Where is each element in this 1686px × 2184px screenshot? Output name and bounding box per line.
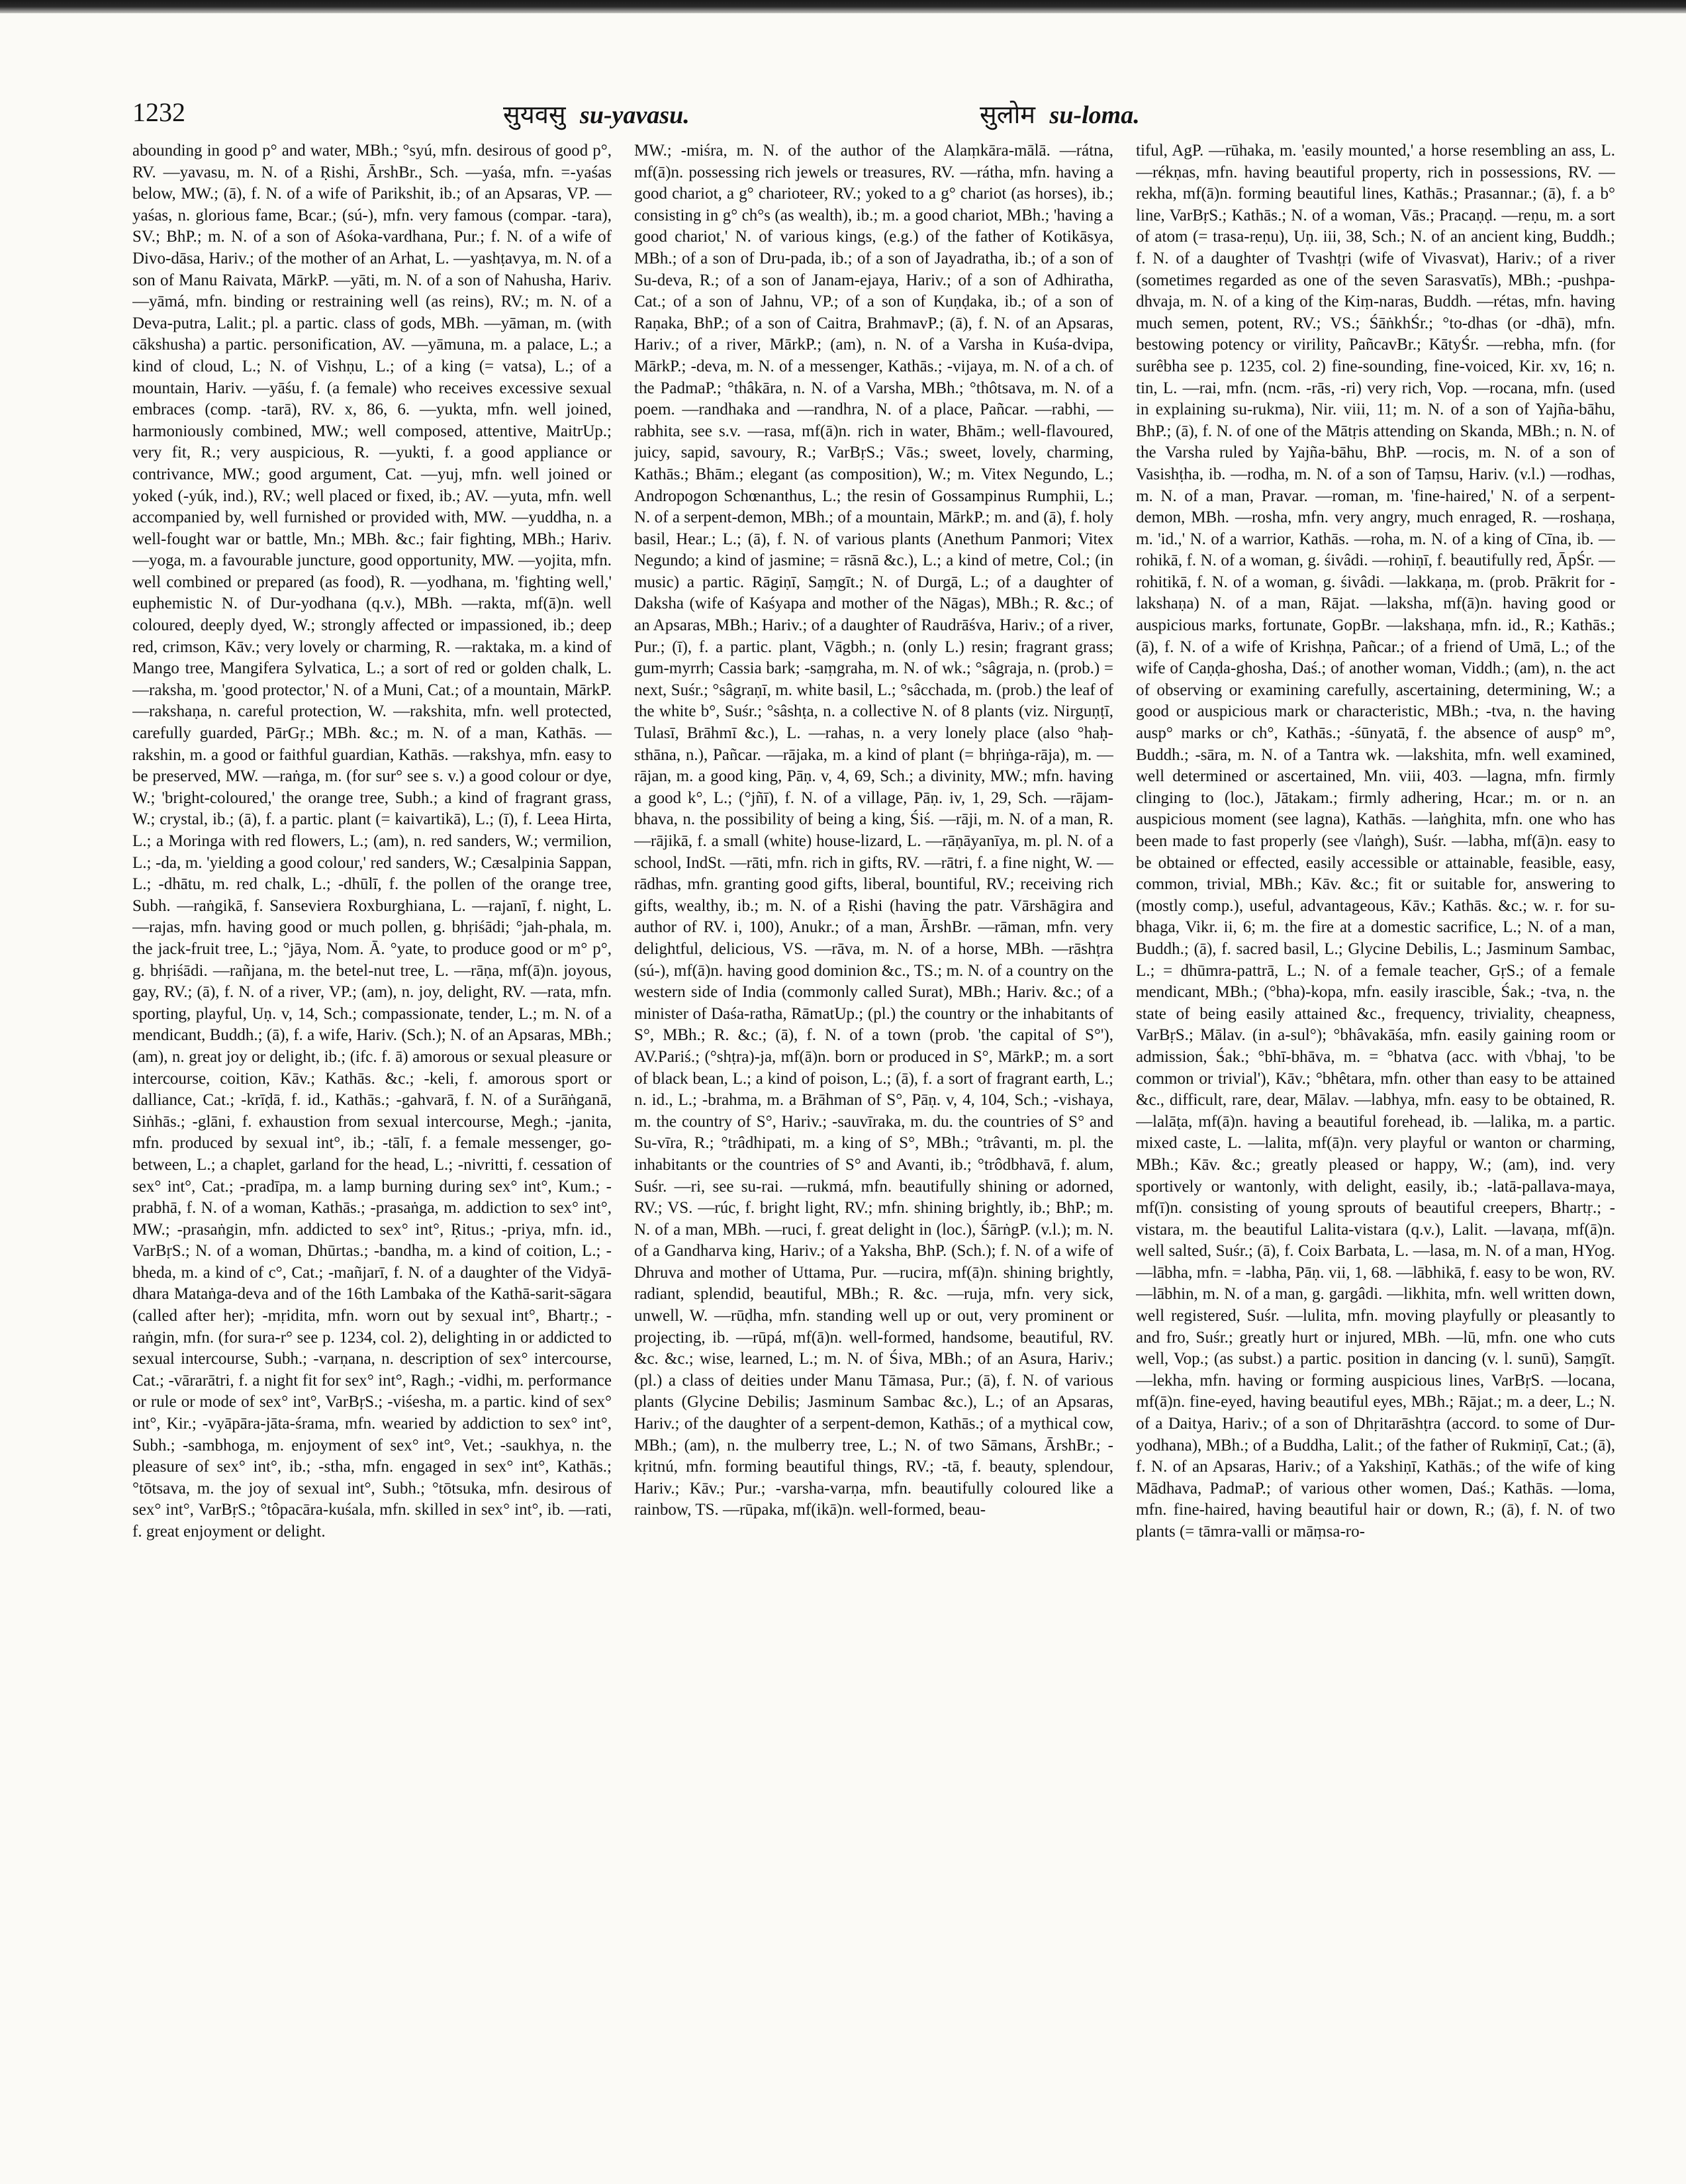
right-headword-devanagari: सुलोम bbox=[980, 101, 1036, 129]
column-1-text: abounding in good p° and water, MBh.; °syú, mfn. desirous of good p°, RV. —yavasu, m. N. of a Ṛishi, ĀrshBr., Sch. —yaśa, mfn. =-yaśas below, MW.; (ā), f. N. of a wife of Parikshit, ib.; of an Apsaras, VP. —yaśas, n. glorious fame, Bcar.; (sú-), mfn. very famous (compar. -tara), SV.; BhP.; m. N. of a son of Aśoka-vardhana, Pur.; f. N. of a wife of Divo-dāsa, Hariv.; of the mother of an Arhat, L. —yashṭavya, m. N. of a son of Manu Raivata, MārkP. —yāti, m. N. of a son of Nahusha, Hariv. —yāmá, mfn. binding or restraining well (as reins), RV.; m. N. of a Deva-putra, Lalit.; pl. a partic. class of gods, MBh. —yāman, m. (with cākshusha) a partic. personification, AV. —yāmuna, m. a palace, L.; a kind of cloud, L.; N. of Vishṇu, L.; of a king (= vatsa), L.; of a mountain, Hariv. —yāśu, f. (a female) who receives excessive sexual embraces (comp. -tarā), RV. x, 86, 6. —yukta, mfn. well joined, harmoniously combined, MW.; well composed, attentive, MaitrUp.; very fit, R.; very auspicious, R. —yukti, f. a good appliance or contrivance, MW.; good argument, Cat. —yuj, mfn. well joined or yoked (-yúk, ind.), RV.; well placed or fixed, ib.; AV. —yuta, mfn. well accompanied by, well furnished or provided with, MW. —yuddha, n. a well-fought war or battle, Mn.; MBh. &c.; fair fighting, MBh.; Hariv. —yoga, m. a favourable juncture, good opportunity, MW. —yojita, mfn. well combined or prepared (as food), R. —yodhana, m. 'fighting well,' euphemistic N. of Dur-yodhana (q.v.), MBh. —rakta, mf(ā)n. well coloured, deeply dyed, W.; strongly affected or impassioned, ib.; deep red, crimson, Kāv.; very lovely or charming, R. —raktaka, m. a kind of Mango tree, Mangifera Sylvatica, L.; a sort of red or golden chalk, L. —raksha, m. 'good protector,' N. of a Muni, Cat.; of a mountain, MārkP. —rakshaṇa, n. careful protection, W. —rakshita, mfn. well protected, carefully guarded, PārGṛ.; MBh. &c.; m. N. of a man, Kathās. —rakshin, m. a good or faithful guardian, Kathās. —rakshya, mfn. easy to be preserved, MW. —raṅga, m. (for sur° see s. v.) a good colour or dye, W.; 'bright-coloured,' the orange tree, Subh.; a kind of fragrant grass, W.; crystal, ib.; (ā), f. a partic. plant (= kaivartikā), L.; (ī), f. Leea Hirta, L.; a Moringa with red flowers, L.; (am), n. red sanders, W.; vermilion, L.; -da, m. 'yielding a good colour,' red sanders, W.; Cæsalpinia Sappan, L.; -dhātu, m. red chalk, L.; -dhūlī, f. the pollen of the orange tree, Subh. —raṅgikā, f. Sanseviera Roxburghiana, L. —rajanī, f. night, L. —rajas, mfn. having good or much pollen, g. bhṛiśādi; °jah-phala, m. the jack-fruit tree, L.; °jāya, Nom. Ā. °yate, to produce good or m° p°, g. bhṛiśādi. —rañjana, m. the betel-nut tree, L. —rāṇa, mf(ā)n. joyous, gay, RV.; (ā), f. N. of a river, VP.; (am), n. joy, delight, RV. —rata, mfn. sporting, playful, Uṇ. v, 14, Sch.; compassionate, tender, L.; m. N. of a mendicant, Buddh.; (ā), f. a wife, Hariv. (Sch.); N. of an Apsaras, MBh.; (am), n. great joy or delight, ib.; (ifc. f. ā) amorous or sexual pleasure or intercourse, coition, Kāv.; Kathās. &c.; -keli, f. amorous sport or dalliance, Cat.; -krīḍā, f. id., Kathās.; -gahvarā, f. N. of a Surāṅganā, Siṅhās.; -glāni, f. exhaustion from sexual intercourse, Megh.; -janita, mfn. produced by sexual int°, ib.; -tālī, f. a female messenger, go-between, L.; a chaplet, garland for the head, L.; -nivritti, f. cessation of sex° int°, Cat.; -pradīpa, m. a lamp burning during sex° int°, Kum.; -prabhā, f. N. of a woman, Kathās.; -prasaṅga, m. addiction to sex° int°, MW.; -prasaṅgin, mfn. addicted to sex° int°, Ṛitus.; -priya, mfn. id., VarBṛS.; N. of a woman, Dhūrtas.; -bandha, m. a kind of coition, L.; -bheda, m. a kind of c°, Cat.; -mañjarī, f. N. of a daughter of the Vidyā-dhara Mataṅga-deva and of the 16th Lambaka of the Kathā-sarit-sāgara (called after her); -mṛidita, mfn. worn out by sexual int°, Bhartṛ.; -raṅgin, mfn. (for sura-r° see p. 1234, col. 2), delighting in or addicted to sexual intercourse, Subh.; -varṇana, n. description of sex° intercourse, Cat.; -vārarātri, f. a night fit for sex° int°, Ragh.; -vidhi, m. performance or rule or mode of sex° int°, VarBṛS.; -viśesha, m. a partic. kind of sex° int°, Kir.; -vyāpāra-jāta-śrama, mfn. wearied by addiction to sex° int°, Subh.; -sambhoga, m. enjoyment of sex° int°, Vet.; -saukhya, n. the pleasure of sex° int°, ib.; -stha, mfn. engaged in sex° int°, Kathās.; °tōtsava, m. the joy of sexual int°, Subh.; °tōtsuka, mfn. desirous of sex° int°, VarBṛS.; °tôpacāra-kuśala, mfn. skilled in sex° int°, ib. —rati, f. great enjoyment or delight. bbox=[132, 142, 612, 1541]
column-2-text: MW.; -miśra, m. N. of the author of the Alaṃkāra-mālā. —rátna, mf(ā)n. possessing rich jewels or treasures, RV. —rátha, mfn. having a good chariot, a g° charioteer, RV.; yoked to a g° chariot (as horses), ib.; consisting in g° ch°s (as wealth), ib.; m. a good chariot, MBh.; 'having a good chariot,' N. of various kings, (e.g.) of the father of Kotikāsya, MBh.; of a son of Dru-pada, ib.; of a son of Jayadratha, ib.; of a son of Su-deva, R.; of a son of Janam-ejaya, Hariv.; of a son of Adhiratha, Cat.; of a son of Jahnu, VP.; of a son of Kuṇḍaka, ib.; of a son of Raṇaka, BhP.; of a son of Caitra, BrahmavP.; (ā), f. N. of an Apsaras, Hariv.; of a river, MārkP.; (am), n. N. of a Varsha in Kuśa-dvipa, MārkP.; -deva, m. N. of a messenger, Kathās.; -vijaya, m. N. of a ch. of the PadmaP.; °thâkāra, n. N. of a Varsha, MBh.; °thôtsava, m. N. of a poem. —randhaka and —randhra, N. of a place, Pañcar. —rabhi, —rabhita, see s.v. —rasa, mf(ā)n. rich in water, Bhām.; well-flavoured, juicy, sapid, savoury, R.; VarBṛS.; Vās.; sweet, lovely, charming, Kathās.; Bhām.; elegant (as composition), W.; m. Vitex Negundo, L.; Andropogon Schœnanthus, L.; the resin of Gossampinus Rumphii, L.; N. of a serpent-demon, MBh.; of a mountain, MārkP.; m. and (ā), f. holy basil, Hear.; L.; (ā), f. N. of various plants (Anethum Panmori; Vitex Negundo; a kind of jasmine; = rāsnā &c.), L.; a kind of metre, Col.; (in music) a partic. Rāgiṇī, Saṃgīt.; N. of Durgā, L.; of a daughter of Daksha (wife of Kaśyapa and mother of the Nāgas), MBh.; R. &c.; of an Apsaras, MBh.; Hariv.; of a daughter of Raudrāśva, Hariv.; of a river, Pur.; (ī), f. a partic. plant, Vāgbh.; n. (only L.) resin; fragrant grass; gum-myrrh; Cassia bark; -saṃgraha, m. N. of wk.; °sâgraja, n. (prob.) = next, Suśr.; °sâgraṇī, m. white basil, L.; °sâcchada, m. (prob.) the leaf of the white b°, Suśr.; °sâshṭa, n. a collective N. of 8 plants (viz. Nirguṇṭī, Tulasī, Brāhmī &c.), L. —rahas, n. a very lonely place (also °haḥ-sthāna, n.), Pañcar. —rājaka, m. a kind of plant (= bhṛiṅga-rāja), m. —rājan, m. a good king, Pāṇ. v, 4, 69, Sch.; a divinity, MW.; mfn. having a good k°, L.; (°jñī), f. N. of a village, Pāṇ. iv, 1, 29, Sch. —rājam-bhava, n. the possibility of being a king, Śiś. —rāji, m. N. of a man, R. —rājikā, f. a small (white) house-lizard, L. —rāṇāyanīya, m. pl. N. of a school, IndSt. —rāti, mfn. rich in gifts, RV. —rātri, f. a fine night, W. —rādhas, mfn. granting good gifts, liberal, bountiful, RV.; receiving rich gifts, wealthy, ib.; m. N. of a Ṛishi (having the patr. Vārshāgira and author of RV. i, 100), Anukr.; of a man, ĀrshBr. —rāman, mfn. very delightful, delicious, VS. —rāva, m. N. of a horse, MBh. —rāshṭra (sú-), mf(ā)n. having good dominion &c., TS.; m. N. of a country on the western side of India (commonly called Surat), MBh.; Hariv. &c.; of a minister of Daśa-ratha, RāmatUp.; (pl.) the country or the inhabitants of S°, MBh.; R. &c.; (ā), f. N. of a town (prob. 'the capital of S°'), AV.Pariś.; (°shṭra)-ja, mf(ā)n. born or produced in S°, MārkP.; m. a sort of black bean, L.; a kind of poison, L.; (ā), f. a sort of fragrant earth, L.; n. id., L.; -brahma, m. a Brāhman of S°, Pāṇ. v, 4, 104, Sch.; -vishaya, m. the country of S°, Hariv.; -sauvīraka, m. du. the countries of S° and Su-vīra, R.; °trâdhipati, m. a king of S°, MBh.; °trâvanti, m. pl. the inhabitants or the countries of S° and Avanti, ib.; °trôdbhavā, f. alum, Suśr. —ri, see su-rai. —rukmá, mfn. beautifully shining or adorned, RV.; VS. —rúc, f. bright light, RV.; mfn. shining brightly, ib.; BhP.; m. N. of a man, MBh. —ruci, f. great delight in (loc.), ŚārṅgP. (v.l.); m. N. of a Gandharva king, Hariv.; of a Yaksha, BhP. (Sch.); f. N. of a wife of Dhruva and mother of Uttama, Pur. —rucira, mf(ā)n. shining brightly, radiant, splendid, beautiful, MBh.; R. &c. —ruja, mfn. very sick, unwell, W. —rūḍha, mfn. standing well up or out, very prominent or projecting, ib. —rūpá, mf(ā)n. well-formed, handsome, beautiful, RV. &c. &c.; wise, learned, L.; m. N. of Śiva, MBh.; of an Asura, Hariv.; (pl.) a class of deities under Manu Tāmasa, Pur.; (ā), f. N. of various plants (Glycine Debilis; Jasminum Sambac &c.), L.; of an Apsaras, Hariv.; of the daughter of a serpent-demon, Kathās.; of a mythical cow, MBh.; (am), n. the mulberry tree, L.; N. of two Sāmans, ĀrshBr.; -kṛitnú, mfn. forming beautiful things, RV.; -tā, f. beauty, splendour, Hariv.; Kāv.; Pur.; -varsha-varṇa, mfn. beautifully coloured like a rainbow, TS. —rūpaka, mf(ikā)n. well-formed, beau- bbox=[634, 142, 1113, 1519]
left-running-head bbox=[503, 97, 690, 131]
page-number: 1232 bbox=[132, 97, 185, 127]
column-3 bbox=[1136, 140, 1615, 2146]
column-1 bbox=[132, 140, 612, 2146]
column-3-text: tiful, AgP. —rūhaka, m. 'easily mounted,' a horse resembling an ass, L. —rékṇas, mfn. having beautiful property, rich in possessions, RV. —rekha, mf(ā)n. forming beautiful lines, Kathās.; Prasannar.; (ā), f. a b° line, VarBṛS.; Kathās.; N. of a woman, Vās.; Pracaṇḍ. —reṇu, m. a sort of atom (= trasa-reṇu), Uṇ. iii, 38, Sch.; N. of an ancient king, Buddh.; f. N. of a daughter of Tvashṭṛi (wife of Vivasvat), Hariv.; of a river (sometimes regarded as one of the seven Sarasvatīs), MBh.; -pushpa-dhvaja, m. N. of a king of the Kiṃ-naras, Buddh. —rétas, mfn. having much semen, potent, RV.; VS.; ŚāṅkhŚr.; °to-dhas (or -dhā), mfn. bestowing potency or virility, PañcavBr.; KātyŚr. —rebha, mfn. (for surêbha see p. 1235, col. 2) fine-sounding, fine-voiced, Kir. xv, 16; n. tin, L. —rai, mfn. (ncm. -rās, -ri) very rich, Vop. —rocana, mfn. (used in explaining su-rukma), Nir. viii, 11; m. N. of a son of Yajña-bāhu, BhP.; (ā), f. N. of one of the Mātṛis attending on Skanda, MBh.; n. N. of the Varsha ruled by Yajña-bāhu, BhP. —rocis, m. N. of a son of Vasishṭha, ib. —rodha, m. N. of a son of Taṃsu, Hariv. (v.l.) —rodhas, m. N. of a man, Pravar. —roman, m. 'fine-haired,' N. of a serpent-demon, MBh. —rosha, mfn. very angry, much enraged, R. —roshaṇa, m. 'id.,' N. of a warrior, Kathās. —roha, m. N. of a king of Cīna, ib. —rohikā, f. N. of a woman, g. śivâdi. —rohiṇī, f. beautifully red, ĀpŚr. —rohitikā, f. N. of a woman, g. śivâdi. —lakkaṇa, m. (prob. Prākrit for -lakshaṇa) N. of a man, Rājat. —laksha, mf(ā)n. having good or auspicious marks, fortunate, GopBr. —lakshaṇa, mfn. id., R.; Kathās.; (ā), f. N. of a wife of Krishṇa, Pañcar.; of a friend of Umā, L.; of the wife of Caṇḍa-ghosha, Daś.; of another woman, Viddh.; (am), n. the act of observing or examining carefully, ascertaining, determining, W.; a good or auspicious mark or characteristic, MBh.; -tva, n. the having ausp° marks or ch°, Kathās.; -śūnyatā, f. the absence of ausp° m°, Buddh.; -sāra, m. N. of a Tantra wk. —lakshita, mfn. well examined, well determined or ascertained, Mn. viii, 403. —lagna, mfn. firmly clinging to (loc.), Jātakam.; firmly adhering, Hcar.; m. or n. an auspicious moment (see lagna), Kathās. —laṅghita, mfn. one who has been made to fast properly (see √laṅgh), Suśr. —labha, mf(ā)n. easy to be obtained or effected, easily accessible or attainable, feasible, easy, common, trivial, MBh.; Kāv. &c.; fit or suitable for, answering to (mostly comp.), useful, advantageous, Kāv.; Kathās. &c.; w. r. for su-bhaga, Vikr. ii, 6; m. the fire at a domestic sacrifice, L.; N. of a man, Buddh.; (ā), f. sacred basil, L.; Glycine Debilis, L.; Jasminum Sambac, L.; = dhūmra-pattrā, L.; N. of a female teacher, GṛS.; of a female mendicant, MBh.; (°bha)-kopa, mfn. easily irascible, Śak.; -tva, n. the state of being easily attained &c., frequency, triviality, cheapness, VarBṛS.; Mālav. (in a-sul°); °bhâvakāśa, mfn. easily gaining room or admission, Śak.; °bhī-bhāva, m. = °bhatva (acc. with √bhaj, 'to be common or trivial'), Kāv.; °bhêtara, mfn. other than easy to be attained &c., difficult, rare, dear, Mālav. —labhya, mfn. easy to be obtained, R. —lalāṭa, mf(ā)n. having a beautiful forehead, ib. —lalika, m. a partic. mixed caste, L. —lalita, mf(ā)n. very playful or wanton or charming, MBh.; Kāv. &c.; greatly pleased or happy, W.; (am), ind. very sportively or wantonly, with delight, easily, ib.; -latā-pallava-maya, mf(ī)n. consisting of young sprouts of beautiful creepers, Bhartṛ.; -vistara, m. the beautiful Lalita-vistara (q.v.), Lalit. —lavaṇa, mf(ā)n. well salted, Suśr.; (ā), f. Coix Barbata, L. —lasa, m. N. of a man, HYog. —lābha, mfn. = -labha, Pāṇ. vii, 1, 68. —lābhikā, f. easy to be won, RV. —lābhin, m. N. of a man, g. gargâdi. —likhita, mfn. well written down, well registered, Suśr. —lulita, mfn. moving playfully or pleasantly to and fro, Suśr.; greatly hurt or injured, MBh. —lū, mfn. one who cuts well, Vop.; (as subst.) a partic. position in dancing (v. l. sunū), Saṃgīt. —lekha, mfn. having or forming auspicious lines, VarBṛS. —locana, mf(ā)n. fine-eyed, having beautiful eyes, MBh.; Rājat.; m. a deer, L.; N. of a Daitya, Hariv.; of a son of Dhṛitarāshṭra (accord. to some of Dur-yodhana), MBh.; of a Buddha, Lalit.; of the father of Rukmiṇī, Cat.; (ā), f. N. of an Apsaras, Hariv.; of a Yakshiṇī, Kathās.; of the wife of king Mādhava, PadmaP.; of various other women, Daś.; Kathās. —loma, mfn. fine-haired, having beautiful hair or down, R.; (ā), f. N. of two plants (= tāmra-valli or māṃsa-ro- bbox=[1136, 142, 1615, 1541]
dictionary-columns bbox=[132, 140, 1615, 2146]
left-headword-devanagari: सुयवसु bbox=[503, 101, 566, 129]
scan-edge bbox=[0, 0, 1686, 13]
left-headword-latin: su-yavasu. bbox=[580, 101, 690, 129]
right-running-head bbox=[980, 97, 1140, 131]
page-header bbox=[132, 93, 1615, 132]
right-headword-latin: su-loma. bbox=[1049, 101, 1140, 129]
column-2 bbox=[634, 140, 1113, 2146]
